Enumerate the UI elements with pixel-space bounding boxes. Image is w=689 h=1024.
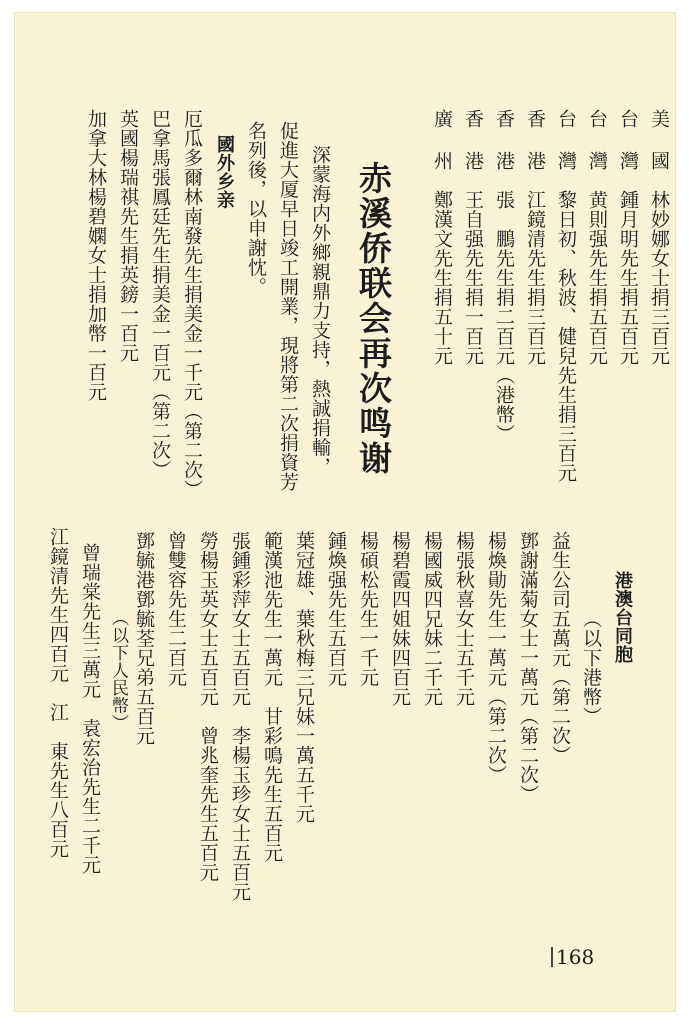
paragraph-line: 深蒙海内外鄉親鼎力支持，熱誠捐輸， — [309, 145, 331, 477]
donor-line: 楊國威四兄妹二千元 — [421, 531, 443, 707]
section-heading-overseas: 國外乡亲 — [214, 135, 235, 209]
currency-note: （以下人民幣） — [108, 609, 128, 732]
currency-note: （以下港幣） — [580, 609, 602, 726]
donor-line: 範漢池先生一萬元 甘彩鳴先生五百元 — [261, 531, 283, 863]
donor-line: 台 灣 黄則强先生捐五百元 — [586, 109, 608, 366]
page-number: 168 — [551, 945, 594, 969]
donor-line: 楊碩松先生一千元 — [357, 531, 379, 687]
donor-line: 英國楊瑞祺先生捐英鎊一百元 — [117, 109, 139, 363]
paragraph-line: 名列後，以申謝忱。 — [245, 121, 267, 297]
donor-line: 香 港 王自强先生捐一百元 — [462, 109, 484, 366]
donor-line: 楊煥勛先生一萬元（第二次） — [485, 531, 507, 785]
paragraph-line: 促進大厦早日竣工開業，現將第二次捐資芳 — [277, 121, 299, 492]
donor-line: 鄧謝滿菊女士一萬元（第二次） — [517, 531, 539, 804]
donor-line: 勞楊玉英女士五百元 曾兆奎先生五百元 — [197, 531, 219, 882]
donor-line: 香 港 江鏡清先生捐三百元 — [524, 109, 546, 366]
donor-line: 加拿大林楊碧嫻女士捐加幣一百元 — [85, 109, 107, 402]
donor-line: 厄瓜多爾林南發先生捐美金一千元（第二次） — [181, 109, 203, 499]
document-page — [14, 12, 676, 1012]
donor-line: 張鍾彩萍女士五百元 李楊玉珍女士五百元 — [229, 531, 251, 902]
donor-line: 美 國 林妙娜女士捐三百元 — [648, 109, 670, 366]
donor-line: 香 港 張 鵬先生捐二百元（港幣） — [493, 109, 515, 444]
donor-line: 益生公司五萬元（第二次） — [549, 531, 571, 765]
page-title: 赤溪侨联会再次鸣谢 — [354, 161, 393, 476]
donor-line: 江鏡清先生四百元 江 東先生八百元 — [47, 527, 69, 859]
donor-line: 楊張秋喜女士五千元 — [453, 531, 475, 707]
section-heading-hkmt: 港澳台同胞 — [612, 571, 633, 664]
donor-line: 台 灣 鍾月明先生捐五百元 — [617, 109, 639, 366]
donor-line: 曾瑞棠先生三萬元 袁宏治先生二千元 — [79, 543, 101, 875]
donor-line: 楊碧霞四姐妹四百元 — [389, 531, 411, 707]
donor-line: 鄧毓港鄧毓荃兄弟五百元 — [133, 531, 155, 746]
donor-line: 廣 州 鄭漢文先生捐五十元 — [431, 109, 453, 366]
donor-line: 葉冠雄、葉秋梅三兄妹一萬五千元 — [293, 531, 315, 824]
donor-line: 曾雙容先生二百元 — [165, 531, 187, 687]
donor-line: 巴拿馬張鳳廷先生捐美金一百元（第二次） — [149, 109, 171, 480]
donor-line: 台 灣 黎日初、秋波、健兒先生捐三百元 — [555, 109, 577, 483]
donor-line: 鍾煥强先生五百元 — [325, 531, 347, 687]
